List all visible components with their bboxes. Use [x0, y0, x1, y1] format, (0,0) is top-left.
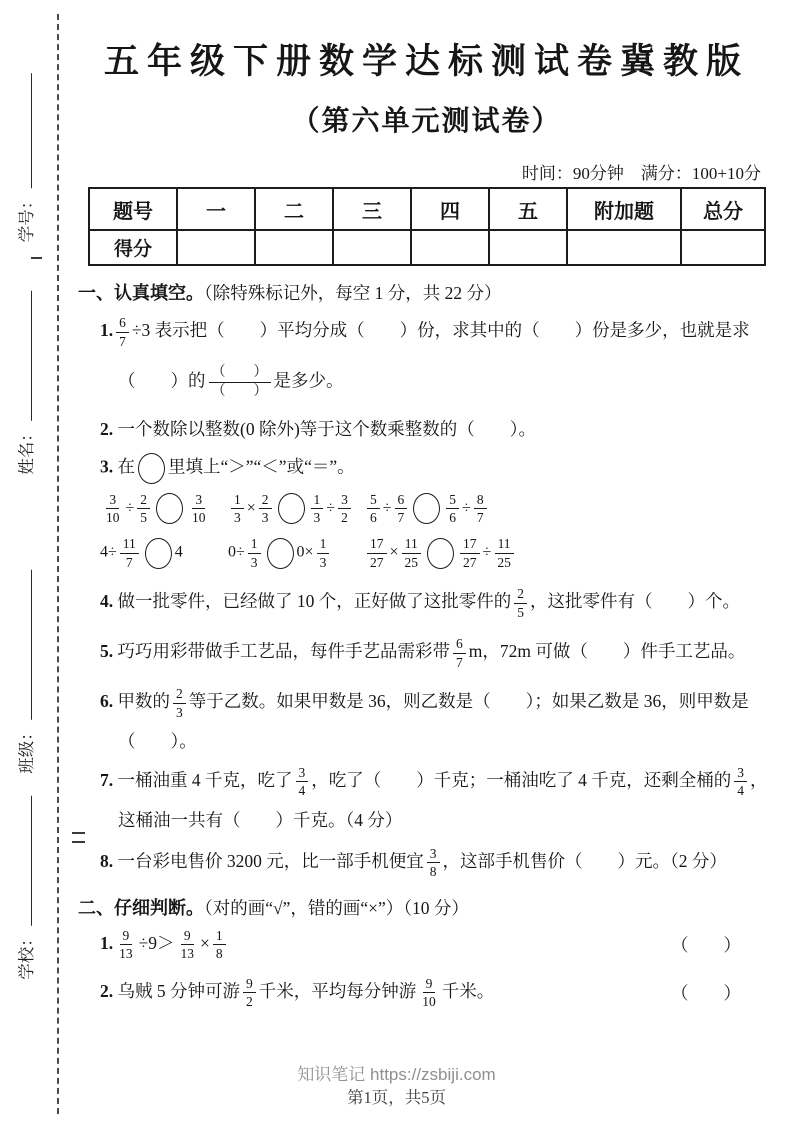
fraction: $\frac{6}{7}$: [116, 315, 129, 349]
fraction: $\frac{9}{10}$: [422, 975, 436, 1010]
comparison-circle: [427, 538, 454, 569]
score-table: [88, 187, 766, 266]
paper-title: 五年级下册数学达标测试卷冀教版: [103, 42, 749, 81]
paper-content: [78, 0, 775, 1012]
q3-expr: 4÷ $\frac{11}{7}$ 4: [100, 536, 183, 570]
score-header-cell: 二: [255, 188, 333, 230]
score-input-cell: [567, 230, 681, 265]
school-blank: [29, 796, 32, 926]
fraction: $\frac{6}{7}$: [453, 636, 466, 670]
fraction: $\frac{3}{4}$: [296, 765, 309, 799]
question-number: 7.: [100, 769, 114, 790]
fraction: $\frac{11}{7}$: [120, 536, 139, 570]
q3-expr: $\frac{5}{6}$ ÷ $\frac{6}{7}$ $\frac{5}{6}$ ÷ $\frac{8}{7}$: [364, 490, 490, 528]
section1-heading: [78, 279, 775, 305]
judge-q2: 2. 乌贼 5 分钟可游 $\frac{9}{2}$ 千米，平均每分钟游 $\frac{9}{10}$ 千米。: [100, 975, 495, 1010]
seal-dashed-line: [57, 14, 59, 1114]
judge-row-1: [78, 926, 775, 964]
fraction: $\frac{3}{8}$: [427, 846, 440, 880]
question-number: 6.: [100, 691, 114, 712]
comparison-circle: [267, 538, 294, 569]
page-number: 第1页，共5页: [347, 1088, 446, 1107]
fraction: $\frac{1}{3}$: [317, 536, 330, 570]
school-label: 学校：: [17, 930, 36, 980]
score-input-cell: [681, 230, 765, 265]
score-header-cell: 总分: [681, 188, 765, 230]
question-number: 4.: [100, 591, 114, 612]
section2-note: （对的画“√”，错的画“×”）（10 分）: [204, 897, 469, 918]
score-header-cell: 附加题: [567, 188, 681, 230]
paper-subtitle: （第六单元测试卷）: [291, 106, 562, 137]
q3-compare-row1: [78, 490, 775, 528]
seal-field-class: [13, 570, 37, 774]
judge-q1-answer-blank: （ ）: [671, 935, 741, 956]
fraction: $\frac{2}{5}$: [514, 586, 527, 620]
fraction: $\frac{3}{2}$: [338, 492, 351, 526]
q6-line2: （ ）。: [118, 731, 197, 752]
seal-field-student-id: [13, 74, 37, 243]
comparison-circle: [278, 493, 305, 524]
question-number: 1.: [100, 932, 114, 953]
fraction: $\frac{1}{3}$: [248, 536, 261, 570]
fraction: $\frac{3}{4}$: [734, 765, 747, 799]
fraction: $\frac{9}{2}$: [243, 976, 256, 1010]
class-blank: [29, 570, 32, 720]
score-table-header-row: [89, 188, 765, 230]
score-input-cell: [333, 230, 411, 265]
score-input-cell: [411, 230, 489, 265]
comparison-circle: [145, 538, 172, 569]
score-header-cell: 三: [333, 188, 411, 230]
class-label: 班级：: [17, 724, 36, 774]
score-row-label: 得分: [89, 230, 177, 265]
q7-line2: 这桶油一共有（ ）千克。（4 分）: [118, 809, 403, 830]
fraction: $\frac{1}{8}$: [213, 928, 226, 962]
judge-row-2: [78, 974, 775, 1012]
fraction: $\frac{3}{10}$: [106, 491, 120, 526]
score-input-cell: [489, 230, 567, 265]
score-header-cell: 一: [177, 188, 255, 230]
student-id-label: 学号：: [17, 192, 36, 243]
question-number: 1.: [100, 320, 114, 341]
judge-q2-answer-blank: （ ）: [671, 983, 741, 1004]
comparison-circle: [413, 493, 440, 524]
fraction: $\frac{6}{7}$: [395, 492, 408, 526]
q2-line: 2. 一个数除以整数(0 除外)等于这个数乘整数的（ ）。: [100, 419, 537, 440]
q8-line: 8. 一台彩电售价 3200 元，比一部手机便宜 $\frac{3}{8}$ ，这部手机售价（ ）元。（2 分）: [100, 845, 727, 880]
name-label: 姓名：: [17, 425, 36, 475]
seal-field-school: [13, 796, 37, 980]
q1-line1: 1. $\frac{6}{7}$ ÷3 表示把（ ）平均分成（ ）份，求其中的（ ）份是多少，也就是求: [100, 315, 750, 349]
comparison-circle: [156, 493, 183, 524]
fold-mark-single: [31, 257, 42, 259]
q6-line1: 6. 甲数的 $\frac{2}{3}$ 等于乙数。如果甲数是 36，则乙数是（ ）；如果乙数是 36，则甲数是: [100, 686, 749, 720]
q3-expr: 0÷ $\frac{1}{3}$ 0× $\frac{1}{3}$: [228, 534, 364, 572]
question-number: 8.: [100, 850, 114, 871]
question-number: 2.: [100, 419, 114, 440]
section2-title: 二、仔细判断。: [78, 897, 204, 918]
fraction: $\frac{17}{27}$: [460, 536, 480, 570]
score-table-score-row: [89, 230, 765, 265]
q3-expr: $\frac{17}{27}$ × $\frac{11}{25}$ $\frac{17}{27}$ ÷ $\frac{11}{25}$: [364, 534, 517, 572]
score-header-cell: 五: [489, 188, 567, 230]
q3-expr: $\frac{3}{10}$ ÷ $\frac{2}{5}$ $\frac{3}{10}$: [100, 490, 228, 528]
score-input-cell: [255, 230, 333, 265]
student-id-blank: [29, 74, 32, 189]
fraction: $\frac{9}{13}$: [119, 927, 133, 962]
score-input-cell: [177, 230, 255, 265]
fraction: $\frac{1}{3}$: [311, 492, 324, 526]
fraction: $\frac{8}{7}$: [474, 492, 487, 526]
fraction: $\frac{2}{3}$: [259, 492, 272, 526]
fraction: $\frac{5}{6}$: [367, 492, 380, 526]
q5-line: 5. 巧巧用彩带做手工艺品，每件手艺品需彩带 $\frac{6}{7}$ m，72m 可做（ ）件手工艺品。: [100, 636, 746, 670]
name-blank: [29, 291, 32, 421]
question-number: 5.: [100, 641, 114, 662]
q3-intro: 3. 在 里填上“＞”“＜”或“＝”。: [78, 453, 775, 484]
q7-line1: 7. 一桶油重 4 千克，吃了 $\frac{3}{4}$ ，吃了（ ）千克；一桶油吃了 4 千克，还剩全桶的 $\frac{3}{4}$ ，: [100, 764, 768, 799]
q1-line2: （ ）的 $\frac{( )}{( )}$ 是多少。: [118, 365, 344, 400]
comparison-circle: [138, 453, 165, 484]
judge-q1: 1. $\frac{9}{13}$ ÷9＞ $\frac{9}{13}$ × $\frac{1}{8}$: [78, 926, 671, 964]
seal-field-name: [13, 291, 37, 475]
section2-heading: [78, 894, 775, 920]
q3-compare-row2: [78, 534, 775, 572]
fraction: $\frac{2}{5}$: [137, 492, 150, 526]
site-watermark: 知识笔记 https://zsbiji.com: [297, 1065, 496, 1084]
fraction: $\frac{3}{10}$: [192, 491, 206, 526]
section1-title: 一、认真填空。: [78, 283, 204, 303]
score-header-cell: 四: [411, 188, 489, 230]
fraction: $\frac{2}{3}$: [173, 686, 186, 720]
fraction: $\frac{9}{13}$: [180, 927, 194, 962]
question-number: 3.: [100, 456, 114, 477]
fraction: $\frac{1}{3}$: [231, 492, 244, 526]
fraction: $\frac{5}{6}$: [446, 492, 459, 526]
question-number: 2.: [100, 980, 114, 1001]
exam-meta: 时间：90分钟 满分：100+10分: [521, 164, 761, 183]
section1-note: （除特殊标记外，每空 1 分，共 22 分）: [204, 283, 502, 303]
fraction: $\frac{17}{27}$: [367, 536, 387, 570]
score-header-cell: 题号: [89, 188, 177, 230]
fraction: $\frac{11}{25}$: [494, 536, 514, 570]
q4-line: 4. 做一批零件，已经做了 10 个，正好做了这批零件的 $\frac{2}{5}$ ，这批零件有（ ）个。: [100, 586, 740, 620]
fraction: $\frac{11}{25}$: [402, 536, 422, 570]
q3-expr: $\frac{1}{3}$ × $\frac{2}{3}$ $\frac{1}{3}$ ÷ $\frac{3}{2}$: [228, 490, 364, 528]
fraction-blank: $\frac{( )}{( )}$: [209, 365, 271, 400]
